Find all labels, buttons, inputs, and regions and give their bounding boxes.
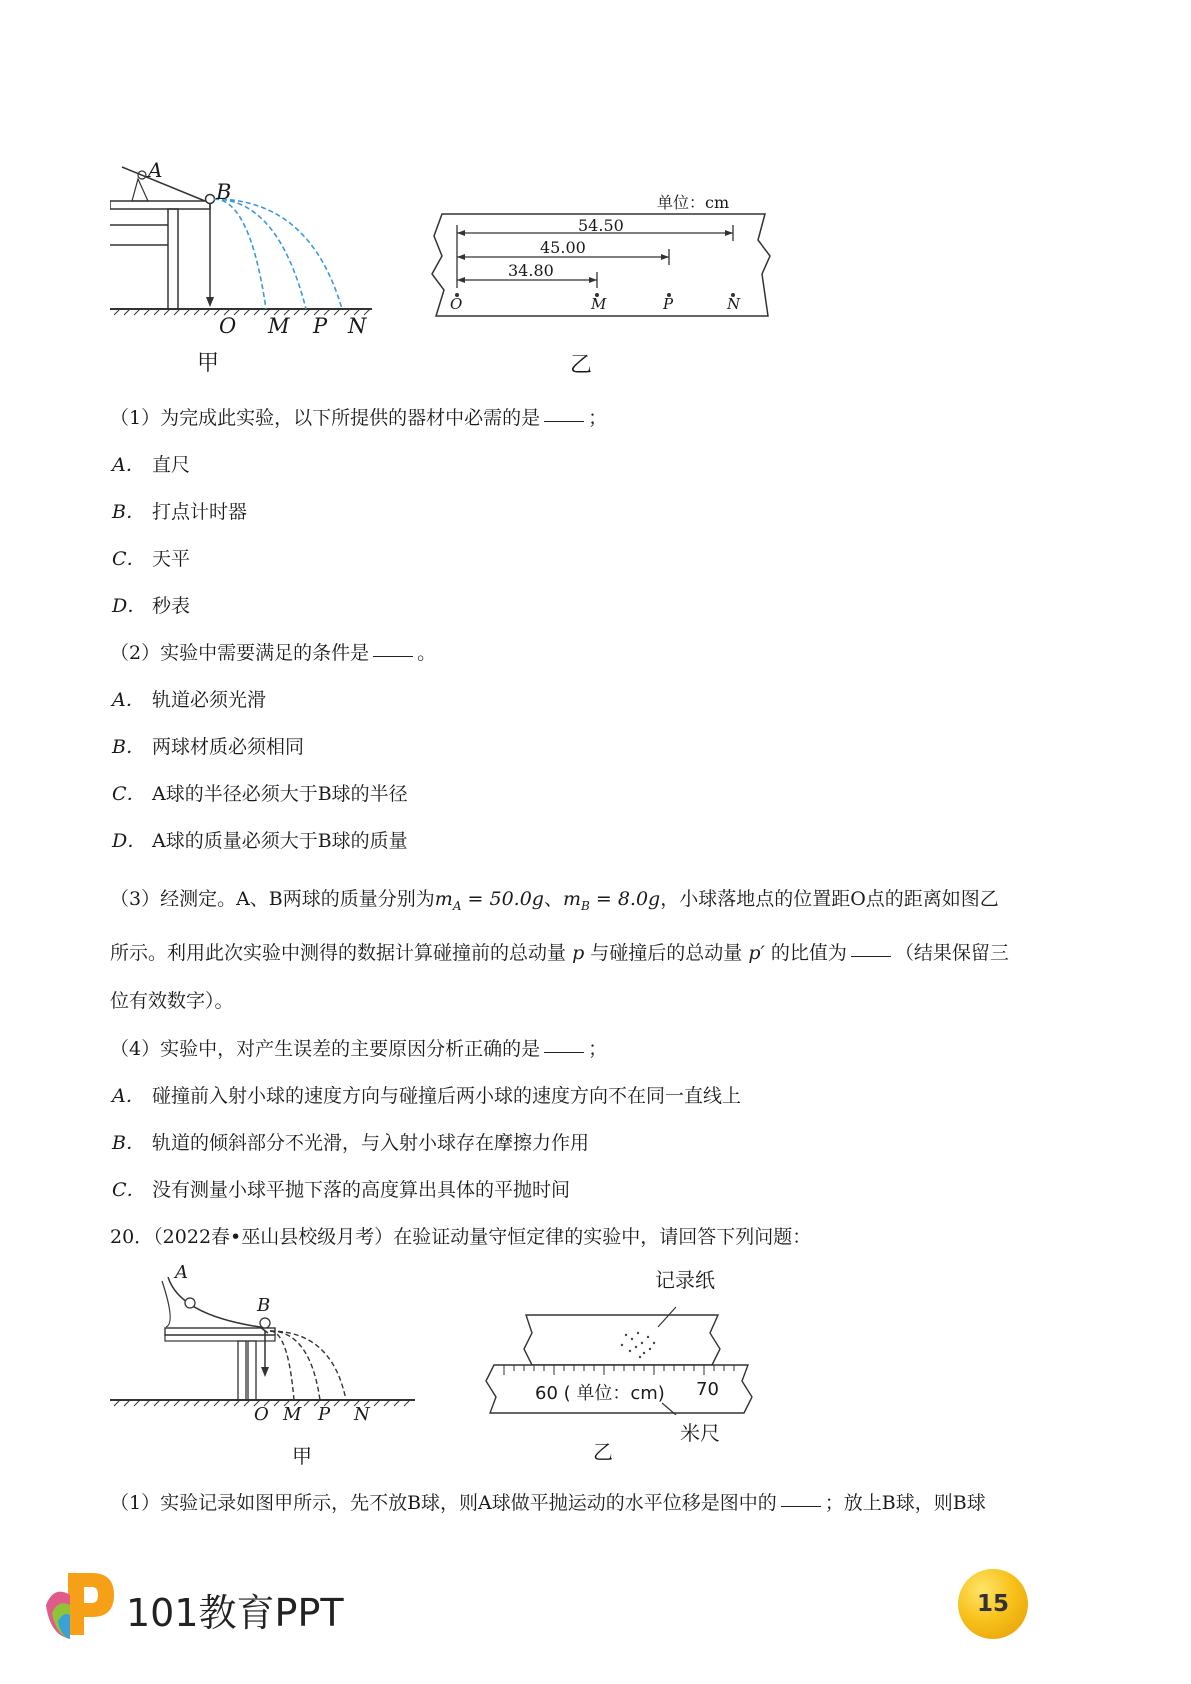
q19-part3-line3: 位有效数字）。 xyxy=(110,990,234,1012)
q19-part4-option-c: C． 没有测量小球平抛下落的高度算出具体的平抛时间 xyxy=(112,1179,571,1201)
q19-part4-option-b: B． 轨道的倾斜部分不光滑，与入射小球存在摩擦力作用 xyxy=(112,1132,590,1154)
q20-title: 20．（2022春•巫山县校级月考）在验证动量守恒定律的实验中，请回答下列问题： xyxy=(110,1226,812,1248)
q19-part1-option-a: A． 直尺 xyxy=(112,454,191,476)
q19-part2: （2）实验中需要满足的条件是 。 xyxy=(110,642,437,664)
tape-label-n: N xyxy=(727,295,741,313)
brand-logo-icon xyxy=(40,1565,120,1643)
fig1-label-b: B xyxy=(216,180,232,204)
tape-dimensions xyxy=(455,225,755,300)
fig1-ground-n: N xyxy=(348,314,367,338)
fig1-ground-o: O xyxy=(219,314,237,338)
q19-part3-line1: （3）经测定。A、B两球的质量分别为$m_A = 50.0g$、$m_B = 8.0g$，小球落地点的位置距O点的距离如图乙 xyxy=(110,888,999,913)
q19-part2-option-d: D． A球的质量必须大于B球的质量 xyxy=(112,830,408,852)
fig2-ruler-scale: 60 ( 单位：cm) xyxy=(535,1383,665,1404)
tape-label-o: O xyxy=(450,295,463,313)
fig2-label-b: B xyxy=(257,1295,271,1316)
q19-part2-option-c: C． A球的半径必须大于B球的半径 xyxy=(112,783,408,805)
fig1-caption-yi: 乙 xyxy=(570,353,593,378)
fig2-label-a: A xyxy=(175,1262,188,1283)
tape-label-p: P xyxy=(663,295,674,313)
tape-unit: 单位：cm xyxy=(657,193,730,212)
q19-part3-blank[interactable] xyxy=(851,955,891,957)
fig1-caption-jia: 甲 xyxy=(197,351,220,376)
figure1-apparatus xyxy=(110,165,380,345)
brand-name: 101教育PPT xyxy=(126,1591,344,1635)
q19-part1-option-c: C． 天平 xyxy=(112,548,191,570)
q19-part1-option-b: B． 打点计时器 xyxy=(112,501,248,523)
tape-label-m: M xyxy=(591,295,607,313)
q20-part1-blank[interactable] xyxy=(781,1505,821,1507)
q20-part1: （1）实验记录如图甲所示，先不放B球，则A球做平抛运动的水平位移是图中的 ；放上B球，则B球 xyxy=(110,1492,986,1514)
fig2-ground-n: N xyxy=(354,1404,370,1425)
fig2-ground-m: M xyxy=(283,1404,302,1425)
fig2-ruler-70: 70 xyxy=(696,1379,719,1400)
q19-part3-line2: 所示。利用此次实验中测得的数据计算碰撞前的总动量 p 与碰撞后的总动量 p′ 的比值为 （结果保留三 xyxy=(110,942,1009,964)
fig2-caption-yi: 乙 xyxy=(593,1440,613,1464)
fig1-ground-p: P xyxy=(313,314,328,338)
q19-part1: （1）为完成此实验，以下所提供的器材中必需的是 ； xyxy=(110,407,608,429)
q19-part1-blank[interactable] xyxy=(544,420,584,422)
q19-part2-option-a: A． 轨道必须光滑 xyxy=(112,689,267,711)
q19-part4: （4）实验中，对产生误差的主要原因分析正确的是 ； xyxy=(110,1038,608,1060)
fig1-label-a: A xyxy=(148,158,163,182)
fig2-paper-label: 记录纸 xyxy=(655,1268,715,1292)
q19-part2-blank[interactable] xyxy=(373,655,413,657)
fig2-caption-jia: 甲 xyxy=(292,1444,312,1468)
fig2-ruler-label: 米尺 xyxy=(680,1421,720,1445)
fig2-ground-p: P xyxy=(318,1404,331,1425)
q19-part1-option-d: D． 秒表 xyxy=(112,595,191,617)
q19-part4-option-a: A． 碰撞前入射小球的速度方向与碰撞后两小球的速度方向不在同一直线上 xyxy=(112,1085,742,1107)
tape-dim-54: 54.50 xyxy=(578,216,624,235)
page-number-badge: 15 xyxy=(958,1569,1028,1639)
tape-dim-34: 34.80 xyxy=(508,261,554,280)
q19-part4-blank[interactable] xyxy=(544,1051,584,1053)
q19-part2-option-b: B． 两球材质必须相同 xyxy=(112,736,305,758)
tape-dim-45: 45.00 xyxy=(540,238,586,257)
fig2-ground-o: O xyxy=(254,1404,269,1425)
fig1-ground-m: M xyxy=(268,314,290,338)
